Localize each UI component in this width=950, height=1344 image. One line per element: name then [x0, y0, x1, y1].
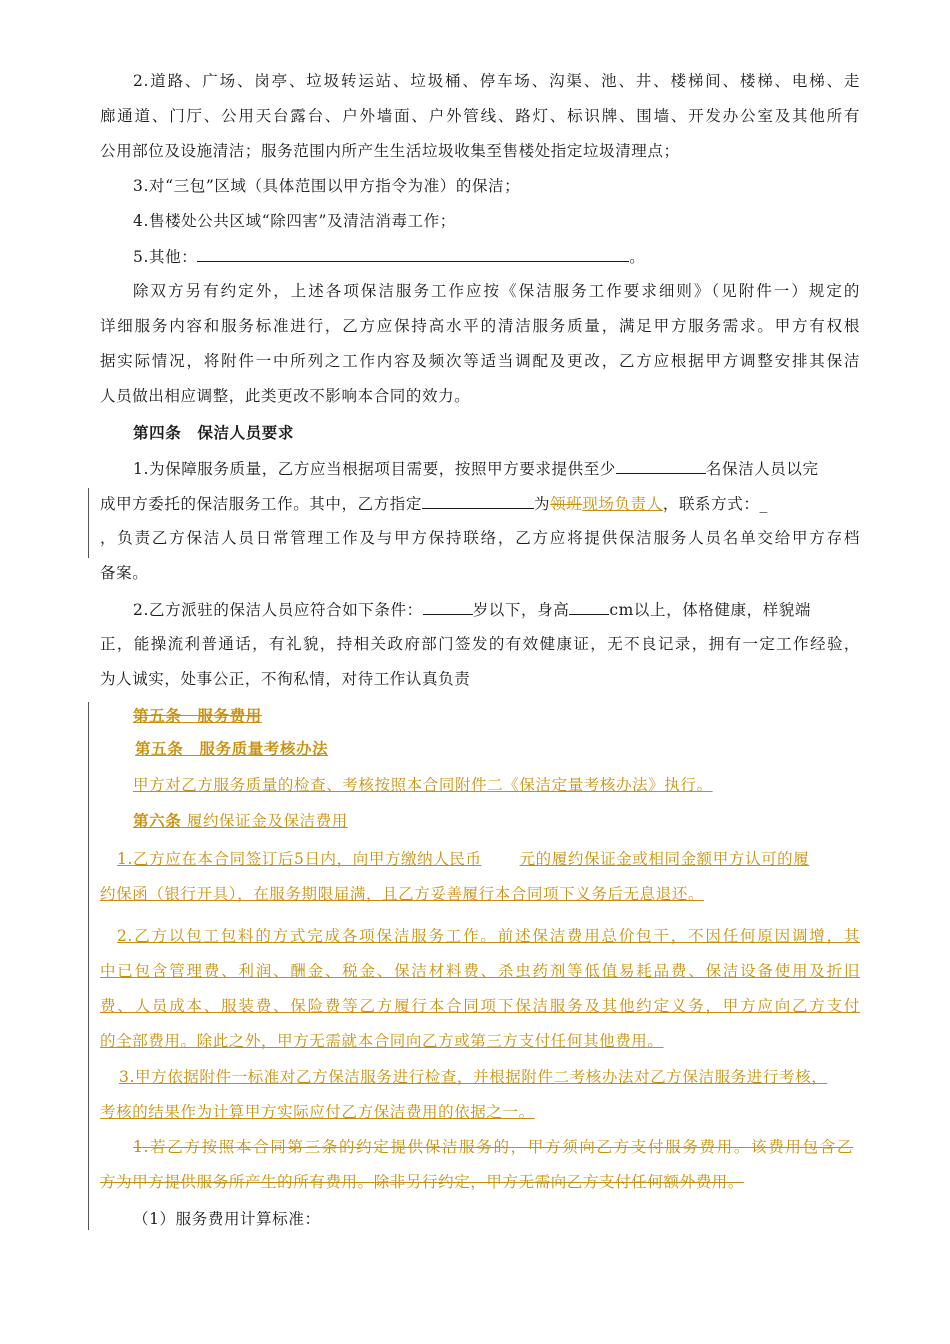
paragraph-line: 4.售楼处公共区域“除四害”及清洁消毒工作； — [133, 212, 456, 230]
text-run: 1.乙方应在本合同签订后5日内，向甲方缴纳人民币 — [117, 850, 482, 868]
text-run: 岁以下，身高 — [472, 601, 570, 619]
paragraph-line: 据实际情况，将附件一中所列之工作内容及频次等适当调配及更改，乙方应根据甲方调整安排其保洁 — [100, 352, 860, 370]
paragraph-line: 除双方另有约定外，上述各项保洁服务工作应按《保洁服务工作要求细则》（见附件一）规定的 — [133, 282, 860, 300]
article-number: 第六条 — [133, 811, 182, 830]
inserted-paragraph: 的全部费用。除此之外，甲方无需就本合同向乙方或第三方支付任何其他费用。 — [100, 1032, 664, 1050]
inserted-paragraph: 考核的结果作为计算甲方实际应付乙方保洁费用的依据之一。 — [100, 1103, 535, 1121]
paragraph-line: 详细服务内容和服务标准进行，乙方应保持高水平的清洁服务质量，满足甲方服务需求。甲方有权根 — [100, 317, 860, 335]
inserted-paragraph: 甲方对乙方服务质量的检查、考核按照本合同附件二《保洁定量考核办法》执行。 — [133, 776, 713, 794]
paragraph-line: 3.对“三包”区域（具体范围以甲方指令为准）的保洁； — [133, 177, 521, 195]
paragraph-line: 2.道路、广场、岗亭、垃圾转运站、垃圾桶、停车场、沟渠、池、井、楼梯间、楼梯、电梯、走 — [133, 72, 860, 90]
other-item-line — [133, 245, 893, 268]
text-run: 名保洁人员以完 — [705, 460, 819, 478]
article-title: 履约保证金及保洁费用 — [181, 812, 348, 830]
paragraph-line: 为人诚实，处事公正，不徇私情，对待工作认真负责 — [100, 670, 471, 688]
deleted-text: 领班 — [550, 495, 583, 513]
paragraph-line: 正，能操流利普通话，有礼貌，持相关政府部门签发的有效健康证，无不良记录，拥有一定工作经验， — [100, 635, 860, 653]
paragraph-line — [100, 492, 860, 515]
paragraph-line: 廊通道、门厅、公用天台露台、户外墙面、户外管线、路灯、标识牌、围墙、开发办公室及其他所有 — [100, 107, 860, 125]
inserted-heading — [100, 810, 860, 832]
blank-field[interactable] — [569, 598, 609, 615]
inserted-paragraph: 中已包含管理费、利润、酬金、税金、保洁材料费、杀虫药剂等低值易耗品费、保洁设备使用及折旧 — [100, 962, 860, 980]
change-bar — [88, 702, 89, 1230]
period: 。 — [629, 248, 646, 266]
text-run: 2.乙方派驻的保洁人员应符合如下条件： — [133, 601, 423, 619]
text-run: 元的履约保证金或相同金额甲方认可的履 — [519, 850, 810, 868]
text-run: 1.为保障服务质量，乙方应当根据项目需要，按照甲方要求提供至少 — [133, 460, 616, 478]
paragraph-line: 备案。 — [100, 564, 149, 582]
paragraph-line — [133, 598, 860, 621]
blank-field[interactable] — [616, 457, 706, 474]
other-item-label: 5.其他： — [133, 248, 198, 266]
inserted-paragraph: 约保函（银行开具），在服务期限届满，且乙方妥善履行本合同项下义务后无息退还。 — [100, 885, 705, 903]
inserted-paragraph: 3.甲方依据附件一标准对乙方保洁服务进行检查，并根据附件二考核办法对乙方保洁服务进行考核， — [119, 1068, 828, 1086]
text-run: ，联系方式：_ — [662, 495, 768, 513]
paragraph-line: 公用部位及设施清洁；服务范围内所产生生活垃圾收集至售楼处指定垃圾清理点； — [100, 142, 680, 160]
blank-field[interactable] — [197, 245, 629, 262]
text-run: 成甲方委托的保洁服务工作。其中，乙方指定 — [100, 495, 423, 513]
inserted-paragraph: 2.乙方以包工包料的方式完成各项保洁服务工作。前述保洁费用总价包干，不因任何原因调增，其 — [117, 927, 860, 945]
deleted-heading: 第五条 服务费用 — [133, 706, 262, 725]
paragraph-line — [133, 457, 860, 480]
article-heading: 第四条 保洁人员要求 — [133, 423, 295, 442]
inserted-text: 现场负责人 — [582, 495, 663, 513]
paragraph-line: 人员做出相应调整，此类更改不影响本合同的效力。 — [100, 387, 471, 405]
blank-field[interactable] — [423, 598, 473, 615]
paragraph-line: ，负责乙方保洁人员日常管理工作及与甲方保持联络，乙方应将提供保洁服务人员名单交给甲方存档 — [100, 529, 860, 547]
change-bar — [88, 488, 89, 558]
deleted-paragraph: 方为甲方提供服务所产生的所有费用。除非另行约定，甲方无需向乙方支付任何额外费用。 — [100, 1173, 745, 1191]
inserted-paragraph: 费、人员成本、服装费、保险费等乙方履行本合同项下保洁服务及其他约定义务，甲方应向乙方支付 — [100, 997, 860, 1015]
text-run: cm以上，体格健康，样貌端 — [609, 601, 811, 619]
inserted-heading: 第五条 服务质量考核办法 — [135, 739, 329, 758]
blank-field[interactable] — [422, 492, 534, 509]
deleted-paragraph: 1.若乙方按照本合同第三条的约定提供保洁服务的，甲方须向乙方支付服务费用。该费用包含乙 — [133, 1138, 853, 1156]
text-run: 为 — [534, 495, 551, 513]
inserted-paragraph — [117, 848, 860, 870]
paragraph-line: （1）服务费用计算标准： — [133, 1210, 321, 1228]
